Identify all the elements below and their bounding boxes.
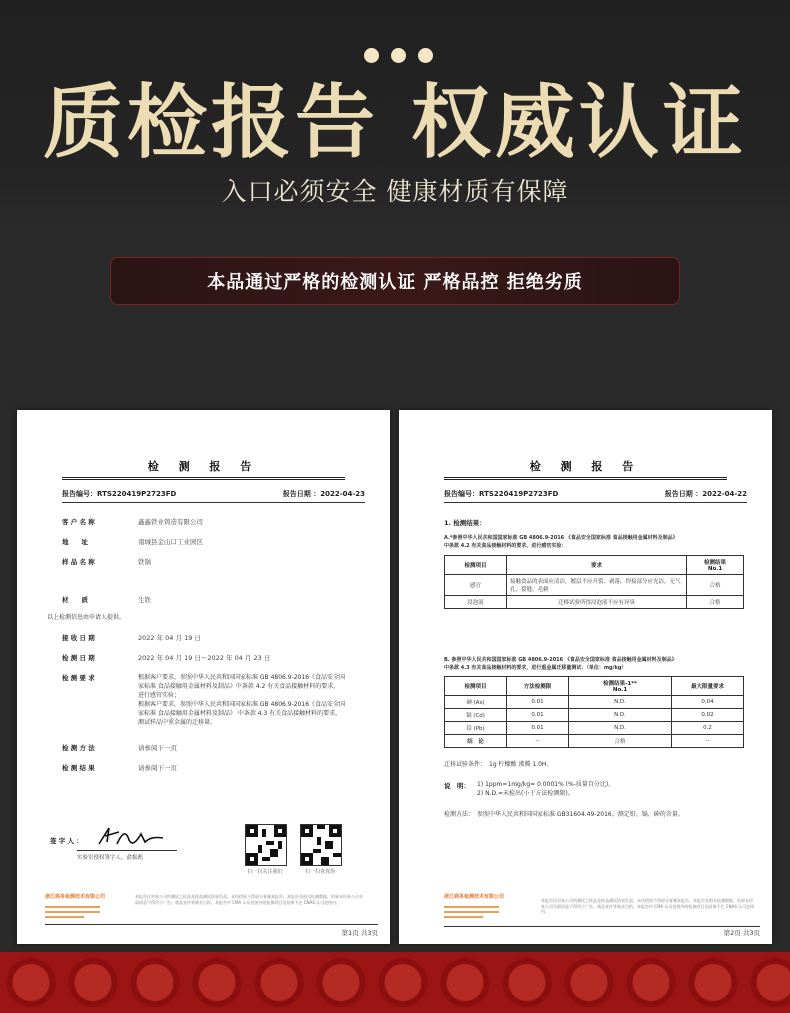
table-header: 检测结果-1** No.1 [569, 677, 672, 696]
subline: 入口必须安全 健康材质有保障 [221, 177, 569, 206]
table-header-row [445, 556, 744, 575]
note-line: 2) N.D.=未检出(小于方法检测限)。 [477, 790, 574, 797]
table-cell: -- [507, 735, 569, 748]
table-header: 检测项目 [445, 677, 507, 696]
field-label: 检 测 结 果 [62, 764, 95, 772]
part-b-line: B. 参照中华人民共和国国家标准 GB 4806.9-2016 《食品安全国家标准 食品接触用金属材料及制品》 [444, 657, 677, 663]
table-cell: N.D. [569, 696, 672, 709]
table-header: 检测结果 No.1 [687, 556, 744, 575]
notes-text [477, 780, 614, 798]
headline: 质检报告 权威认证 [43, 76, 747, 169]
signature-image [95, 822, 167, 850]
divider [444, 477, 727, 478]
table-cell: 浸泡液 [445, 596, 507, 609]
req-line: 家标准 食品接触用金属材料及制品》中条款 4.2 有关食品接触材料的要求， [138, 683, 340, 690]
company-logo-lines [444, 906, 499, 921]
divider [62, 502, 365, 503]
page-number: 第2页 共3页 [723, 929, 760, 937]
field-label: 客 户 名 称 [62, 518, 95, 526]
report-date: 报告日期 ：2022-04-23 [282, 490, 365, 498]
report-date: 报告日期 ：2022-04-22 [664, 490, 747, 498]
divider [62, 477, 345, 478]
field-label: 样 品 名 称 [62, 558, 95, 566]
table-cell: 镉 (Cd) [445, 709, 507, 722]
heavy-metal-table [444, 676, 744, 748]
table-cell: 0.04 [672, 696, 744, 709]
field-label: 地 址 [62, 538, 88, 546]
req-line: 进行感官实验； [138, 692, 181, 699]
part-a-line: 中条款 4.2 有关食品接触材料的要求，进行感官实验： [444, 543, 567, 549]
sensory-table [444, 555, 744, 609]
company-logo-lines [45, 906, 100, 921]
table-row [445, 575, 744, 596]
part-b-line: 中条款 4.3 有关食品接触材料的要求，进行重金属迁移量测试：（单位：mg/kg） [444, 665, 627, 671]
part-b-text [444, 656, 744, 672]
table-cell: 接触食品的表面应清洁，镀层不应开裂、剥落，焊接部分应光洁，无气孔、裂缝、毛刺 [507, 575, 687, 596]
fine-print: 本报告仅对本公司所测试之样品及样品测试结果负责。未经授权不得部分复制本报告。本报告及相关检测数据，结果未经本公司书面同意不得用于广告、商品宣传等商业目的。本报告中 CMA 认证范围外的检测项目及结果不在 CNAS 认可范围内。 [135, 894, 363, 905]
footer-divider [444, 926, 760, 927]
table-row [445, 709, 744, 722]
report-page-2 [399, 410, 772, 944]
req-line: 根据客户要求，参照中华人民共和国国家标准 GB 4806.9-2016《食品安全国 [138, 701, 346, 708]
table-header: 最大限量要求 [672, 677, 744, 696]
table-cell: 0.01 [507, 722, 569, 735]
table-cell: 0.02 [672, 709, 744, 722]
signer-label: 签 字 人 ： [50, 837, 83, 845]
table-cell: 迁移试验所得浸泡液不应有异臭 [507, 596, 687, 609]
field-value: 铁锅 [138, 558, 151, 566]
qr-caption: 扫一扫查真伪 [304, 869, 335, 875]
test-method: 检测方法： 参照中华人民共和国国家标准 GB31604.49-2016。测定铅、镉、砷的含量。 [444, 811, 684, 818]
table-row [445, 735, 744, 748]
table-cell: 合格 [687, 596, 744, 609]
field-value: 2022 年 04 月 19 日 [138, 634, 201, 642]
table-cell: 0.2 [672, 722, 744, 735]
field-value: 生铁 [138, 596, 151, 604]
field-label: 材 质 [62, 596, 88, 604]
table-cell: 铅 (Pb) [445, 722, 507, 735]
table-header: 方法检测限 [507, 677, 569, 696]
client-note: 以上检测信息由申请人提供。 [47, 614, 126, 621]
field-value: 2022 年 04 月 19 日～2022 年 04 月 23 日 [138, 654, 271, 662]
signer-note: 实验室授权签字人，俞振彪 [77, 855, 144, 861]
report-number: 报告编号：RTS220419P2723FD [62, 490, 177, 498]
signature-line [77, 850, 177, 851]
table-header: 要求 [507, 556, 687, 575]
field-label: 接 收 日 期 [62, 634, 95, 642]
part-a-text [444, 534, 744, 550]
company-logo-text: 浙江商务检测技术有限公司 [444, 894, 505, 900]
fine-print: 本报告仅对本公司所测试之样品及样品测试结果负责。未经授权不得部分复制本报告。本报告及相关检测数据，结果未经本公司书面同意不得用于广告、商品宣传等商业目的。本报告中 CMA 认证范围外的检测项目及结果不在 CNAS 认可范围内。 [541, 898, 755, 914]
table-header-row [445, 677, 744, 696]
table-cell: 0.01 [507, 709, 569, 722]
field-value: 南城县金山口工业园区 [138, 538, 203, 546]
table-cell: N.D. [569, 709, 672, 722]
qr-code-verify [300, 824, 342, 866]
table-row [445, 722, 744, 735]
req-line: 根据客户要求，参照中华人民共和国国家标准 GB 4806.9-2016《食品安全国 [138, 674, 346, 681]
field-label: 检 测 方 法 [62, 744, 95, 752]
table-cell: 感官 [445, 575, 507, 596]
table-cell: 砷 (As) [445, 696, 507, 709]
field-value: 请参阅下一页 [138, 744, 177, 752]
table-cell: 合格 [569, 735, 672, 748]
company-logo-text: 浙江商务检测技术有限公司 [45, 894, 106, 900]
table-cell: 0.01 [507, 696, 569, 709]
field-value: 请参阅下一页 [138, 764, 177, 772]
table-row [445, 696, 744, 709]
requirements-text [138, 673, 363, 727]
divider [444, 479, 727, 480]
req-line: 测试样品中重金属的迁移量。 [138, 719, 217, 726]
notes-label: 说 明： [444, 782, 470, 790]
table-cell: 合格 [687, 575, 744, 596]
report-page-1 [17, 410, 390, 944]
report-title: 检 测 报 告 [529, 460, 642, 473]
qr-caption: 扫一扫关注我们 [247, 869, 283, 875]
table-cell: 结 论 [445, 735, 507, 748]
field-label: 检 测 日 期 [62, 654, 95, 662]
field-label: 检 测 要 求 [62, 674, 95, 682]
part-a-line: A.*参照中华人民共和国国家标准 GB 4806.9-2016 《食品安全国家标准 食品接触用金属材料及制品》 [444, 535, 678, 541]
divider [444, 502, 747, 503]
report-title: 检 测 报 告 [147, 460, 260, 473]
footer-divider [45, 924, 378, 925]
report-number: 报告编号：RTS220419P2723FD [444, 490, 559, 498]
decorative-red-pattern [0, 952, 790, 1013]
divider [62, 479, 345, 480]
qr-code-follow [245, 824, 287, 866]
migration-conditions: 迁移试验条件： 1g 柠檬酸 沸腾 1.0H。 [444, 761, 553, 768]
field-value: 鑫鑫铁业铸造有限公司 [138, 518, 203, 526]
section-heading: 1. 检测结果： [444, 519, 486, 527]
table-header: 检测项目 [445, 556, 507, 575]
req-line: 家标准 食品接触用金属材料及制品》 中条款 4.3 有关食品接触材料的要求， [138, 710, 342, 717]
quality-banner: 本品通过严格的检测认证 严格品控 拒绝劣质 [110, 257, 680, 305]
page-number: 第1页 共3页 [341, 929, 378, 937]
table-cell: N.D. [569, 722, 672, 735]
table-row [445, 596, 744, 609]
table-cell: -- [672, 735, 744, 748]
note-line: 1) 1ppm=1mg/kg= 0.0001% (%-质量百分比)。 [477, 781, 615, 788]
